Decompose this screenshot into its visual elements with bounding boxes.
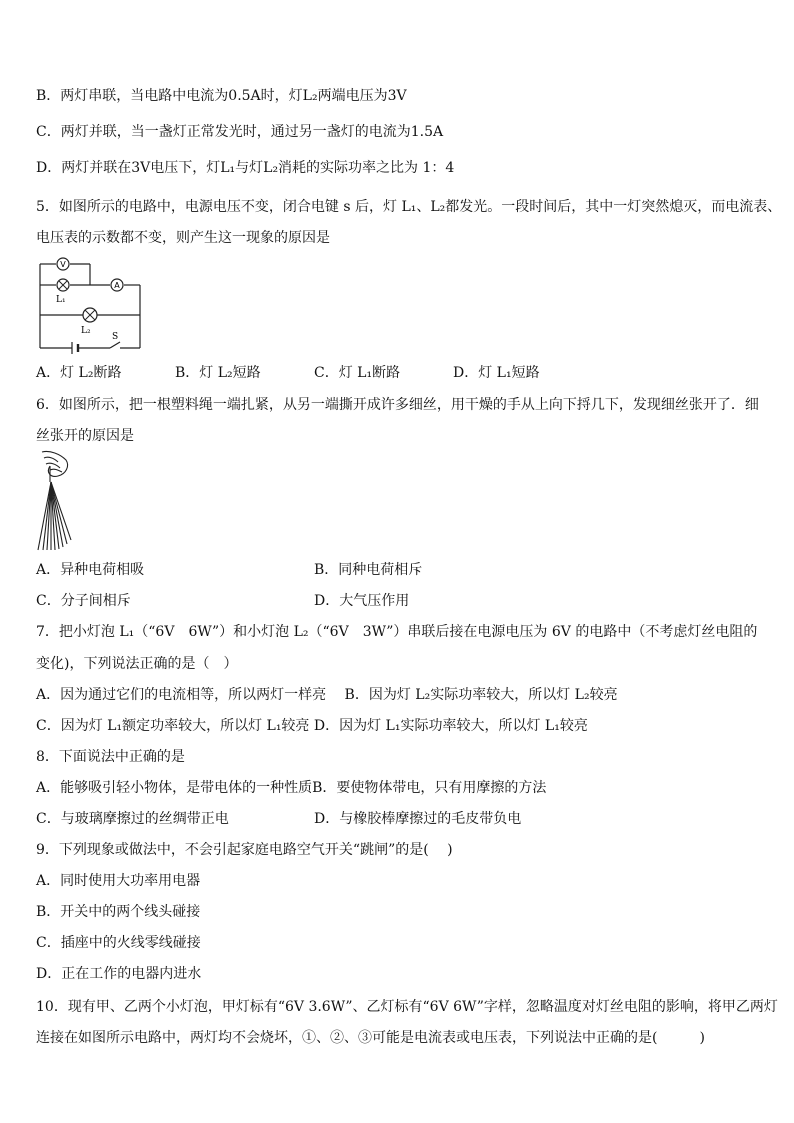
battery-icon bbox=[72, 342, 78, 354]
q7-stem-line2: 变化)，下列说法正确的是（ ） bbox=[36, 656, 238, 672]
q6-option-c: C．分子间相斥 bbox=[36, 593, 131, 609]
q7-stem-line1: 7．把小灯泡 L₁（“6V 6W”）和小灯泡 L₂（“6V 3W”）串联后接在电源电压为 6V 的电路中（不考虑灯丝电阻的 bbox=[36, 624, 758, 640]
q5-option-b: B．灯 L₂短路 bbox=[175, 365, 261, 381]
q6-option-b: B．同种电荷相斥 bbox=[314, 562, 423, 578]
voltmeter-icon bbox=[57, 258, 69, 270]
q6-option-d: D．大气压作用 bbox=[314, 593, 410, 609]
lamp-l1-icon bbox=[57, 279, 69, 291]
q7-options-cd: C．因为灯 L₁额定功率较大，所以灯 L₁较亮 D．因为灯 L₁实际功率较大，所以灯 L₁较亮 bbox=[36, 718, 588, 734]
q5-option-d: D．灯 L₁短路 bbox=[453, 365, 540, 381]
q8-stem: 8．下面说法中正确的是 bbox=[36, 749, 185, 765]
q6-option-a: A．异种电荷相吸 bbox=[36, 562, 145, 578]
q4-option-c: C．两灯并联，当一盏灯正常发光时，通过另一盏灯的电流为1.5A bbox=[36, 124, 444, 140]
q5-stem-line1: 5．如图所示的电路中，电源电压不变，闭合电键 s 后，灯 L₁、L₂都发光。一段时间后，其中一灯突然熄灭，而电流表、 bbox=[36, 199, 782, 215]
lamp-l2-label: L₂ bbox=[81, 326, 91, 336]
circuit-diagram-q5 bbox=[36, 254, 156, 354]
q6-stem-line2: 丝张开的原因是 bbox=[36, 428, 134, 444]
svg-text:A: A bbox=[114, 281, 120, 290]
ammeter-icon bbox=[111, 279, 123, 291]
q9-option-a: A．同时使用大功率用电器 bbox=[36, 873, 201, 889]
q9-option-b: B．开关中的两个线头碰接 bbox=[36, 904, 201, 920]
lamp-l1-label: L₁ bbox=[56, 295, 66, 305]
q9-option-c: C．插座中的火线零线碰接 bbox=[36, 935, 201, 951]
q5-stem-line2: 电压表的示数都不变，则产生这一现象的原因是 bbox=[36, 230, 330, 246]
plastic-strands-figure bbox=[36, 448, 86, 553]
q6-stem-line1: 6．如图所示，把一根塑料绳一端扎紧，从另一端撕开成许多细丝，用干燥的手从上向下捋几下，发现细丝张开了．细 bbox=[36, 397, 759, 413]
svg-text:V: V bbox=[60, 260, 66, 269]
q5-option-c: C．灯 L₁断路 bbox=[314, 365, 401, 381]
q8-options-ab: A．能够吸引轻小物体，是带电体的一种性质B．要使物体带电，只有用摩擦的方法 bbox=[36, 780, 547, 796]
q10-stem-line2: 连接在如图所示电路中，两灯均不会烧坏，①、②、③可能是电流表或电压表，下列说法中正确的是( ) bbox=[36, 1030, 705, 1046]
q5-option-a: A．灯 L₂断路 bbox=[36, 365, 122, 381]
q4-option-b: B．两灯串联，当电路中电流为0.5A时，灯L₂两端电压为3V bbox=[36, 88, 407, 104]
lamp-l2-icon bbox=[83, 308, 97, 322]
q9-stem: 9．下列现象或做法中，不会引起家庭电路空气开关“跳闸”的是( ) bbox=[36, 842, 453, 858]
switch-label: S bbox=[112, 332, 119, 342]
q10-stem-line1: 10．现有甲、乙两个小灯泡，甲灯标有“6V 3.6W”、乙灯标有“6V 6W”字样，忽略温度对灯丝电阻的影响，将甲乙两灯 bbox=[36, 999, 778, 1015]
q9-option-d: D．正在工作的电器内进水 bbox=[36, 966, 202, 982]
q8-option-c: C．与玻璃摩擦过的丝绸带正电 bbox=[36, 811, 229, 827]
q4-option-d: D．两灯并联在3V电压下，灯L₁与灯L₂消耗的实际功率之比为 1：4 bbox=[36, 160, 455, 176]
q8-option-d: D．与橡胶棒摩擦过的毛皮带负电 bbox=[314, 811, 522, 827]
q7-options-ab: A．因为通过它们的电流相等，所以两灯一样亮 B．因为灯 L₂实际功率较大，所以灯 L₂较亮 bbox=[36, 687, 618, 703]
